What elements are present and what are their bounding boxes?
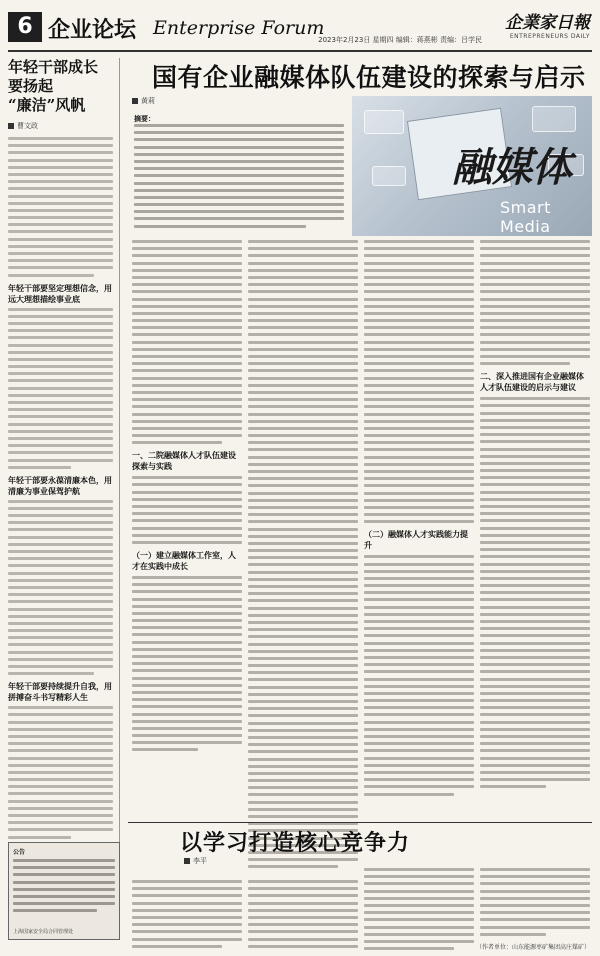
ad-title: 公告 [13,849,26,856]
masthead-cn: 企業家日報 [505,13,590,33]
second-col-4 [480,866,590,940]
section-title-cn: 企业论坛 [48,17,137,43]
hero-word: 融媒体 [452,144,572,191]
hero-image [352,96,592,236]
section-title-en: Enterprise Forum [153,17,325,39]
dateline: 2023年2月23日 星期四 编辑：蒋燕彬 责编：吕学民 [318,36,482,44]
masthead [505,8,590,40]
second-col-2 [248,866,358,952]
left-subhead-3: 年轻干部要持续提升自我，用拼搏奋斗书写精彩人生 [8,682,112,703]
left-article-title [8,58,113,115]
main-subhead-1: 一、二院融媒体人才队伍建设探索与实践 [132,451,236,472]
main-col-2 [248,240,358,873]
main-subhead-4: 二、深入推进国有企业融媒体人才队伍建设的启示与建议 [480,372,584,393]
main-col-4 [480,240,590,793]
left-subhead-2: 年轻干部要永葆清廉本色，用清廉为事业保驾护航 [8,475,112,496]
left-subhead-1: 年轻干部要坚定理想信念，用远大理想描绘事业底 [8,283,112,304]
second-article-credit: （作者单位：山东能源枣矿集团高庄煤矿） [475,944,590,951]
main-col-3 [364,240,474,800]
hero-tag: Smart Media [500,198,551,236]
left-body-2 [8,308,113,469]
main-subhead-3: （二）融媒体人才实践能力提升 [364,530,468,551]
left-body-4 [8,706,113,838]
main-abstract [132,110,346,230]
article-divider [128,822,592,823]
left-title-line1: 年轻干部成长 [8,58,99,76]
author-marker-icon [184,858,190,864]
left-body-1 [8,137,113,277]
page-header [8,8,592,52]
left-article-author: 曹文政 [8,121,113,131]
main-headline: 国有企业融媒体队伍建设的探索与启示 [152,63,586,92]
main-subhead-2: （一）建立融媒体工作室，人才在实践中成长 [132,550,236,571]
hero-bubble [372,166,406,186]
second-col-3 [364,866,474,954]
second-col-1 [132,866,242,952]
main-col-1 [132,240,242,756]
second-author: 李平 [184,856,207,866]
masthead-en: ENTREPRENEURS DAILY [509,33,590,40]
author-marker-icon [8,123,14,129]
author-marker-icon [132,98,138,104]
main-author: 黄莉 [132,96,155,106]
hero-bubble [364,110,404,134]
hero-bubble [532,106,576,132]
page-number: 6 [8,12,42,42]
abstract-label: 摘要： [134,115,155,123]
ad-footer: 上海国家安全局合同管理处 [13,929,74,935]
left-body-3 [8,500,113,676]
left-title-line2: 要扬起 [8,77,54,95]
left-article [8,58,120,898]
left-title-line3: “廉洁”风帆 [8,96,86,114]
second-headline: 以学习打造核心竞争力 [180,830,411,856]
advertisement-box [8,842,120,940]
